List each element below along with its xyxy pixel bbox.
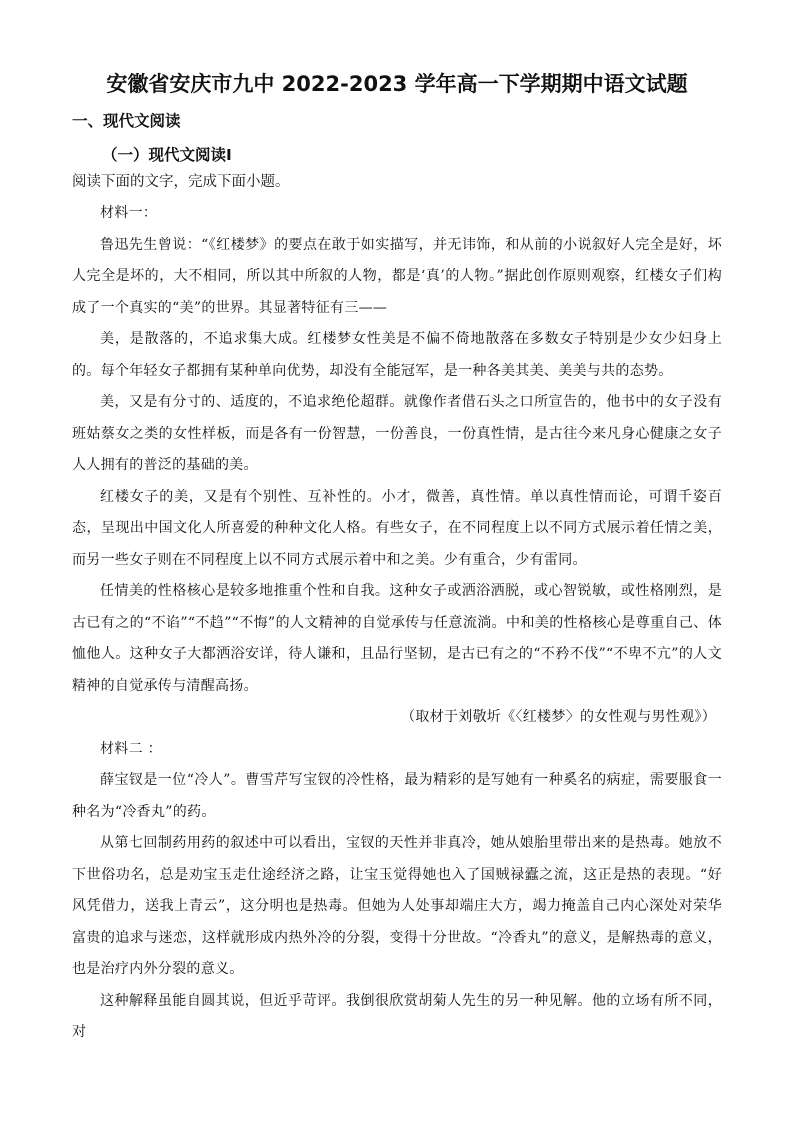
material-label: 材料二 ： bbox=[100, 740, 162, 757]
document-title: 安徽省安庆市九中 2022-2023 学年高一下学期期中语文试题 bbox=[106, 72, 688, 96]
paragraph: 这种解释虽能自圆其说，但近乎苛评。我倒很欣赏胡菊人先生的另一种见解。他的立场有所不同，对 bbox=[72, 992, 722, 1040]
material-label: 材料一： bbox=[100, 205, 158, 221]
paragraph: 美，是散落的，不追求集大成。红楼梦女性美是不偏不倚地散落在多数女子特别是少女少妇身上的。每个年轻女子都拥有某种单向优势，却没有全能冠军，是一种各美其美、美美与共的态势。 bbox=[72, 331, 722, 379]
paragraph: 薛宝钗是一位“冷人”。曹雪芹写宝钗的冷性格，最为精彩的是写她有一种奚名的病症，需要服食一种名为“冷香丸”的药。 bbox=[72, 772, 722, 820]
paragraph: 从第七回制药用药的叙述中可以看出，宝钗的天性并非真冷，她从娘胎里带出来的是热毒。她放不下世俗功名，总是劝宝玉走仕途经济之路，让宝玉觉得她也入了国贼禄蠹之流，这正是热的表现。“好风凭借力，送我上青云”，这分明也是热毒。但她为人处事却端庄大方，竭力掩盖自己内心深处对荣华富贵的追求与迷恋，这样就形成内热外冷的分裂，变得十分世故。“冷香丸”的意义，是解热毒的意义，也是治疗内外分裂的意义。 bbox=[72, 835, 722, 977]
section-heading: 一、现代文阅读 bbox=[72, 112, 181, 130]
paragraph: 红楼女子的美，又是有个别性、互补性的。小才，微善，真性情。单以真性情而论，可谓千姿百态，呈现出中国文化人所喜爱的种种文化人格。有些女子，在不同程度上以不同方式展示着任情之美，而另一些女子则在不同程度上以不同方式展示着中和之美。少有重合，少有雷同。 bbox=[72, 488, 722, 568]
paragraph: 任情美的性格核心是较多地推重个性和自我。这种女子或洒浴洒脱，或心智锐敏，或性格刚烈，是古已有之的“不谄”“不趋”“不悔”的人文精神的自觉承传与任意流淌。中和美的性格核心是尊重自己、体恤他人。这种女子大都洒浴安详，待人谦和，且品行坚韧，是古已有之的“不矜不伐”“不卑不亢”的人文精神的自觉承传与清醒高扬。 bbox=[72, 583, 722, 694]
paragraph: 鲁迅先生曾说：“《红楼梦》的要点在敢于如实描写，并无讳饰，和从前的小说叙好人完全是好，坏人完全是坏的，大不相同，所以其中所叙的人物，都是‘真’的人物。”据此创作原则观察，红楼女子们构成了一个真实的“美”的世界。其显著特征有三—— bbox=[72, 236, 722, 316]
paragraph: 美，又是有分寸的、适度的，不追求绝伦超群。就像作者借石头之口所宣告的，他书中的女子没有班姑蔡女之类的女性样板，而是各有一份智慧，一份善良，一份真性情，是古往今来凡身心健康之女子人人拥有的普泛的基础的美。 bbox=[72, 394, 722, 473]
subsection-heading: （一）现代文阅读Ⅰ bbox=[102, 146, 232, 164]
source-citation: （取材于刘敬圻《〈红楼梦〉的女性观与男性观》） bbox=[401, 709, 716, 725]
passage-body bbox=[72, 198, 722, 1049]
reading-instruction: 阅读下面的文字，完成下面小题。 bbox=[72, 174, 290, 190]
